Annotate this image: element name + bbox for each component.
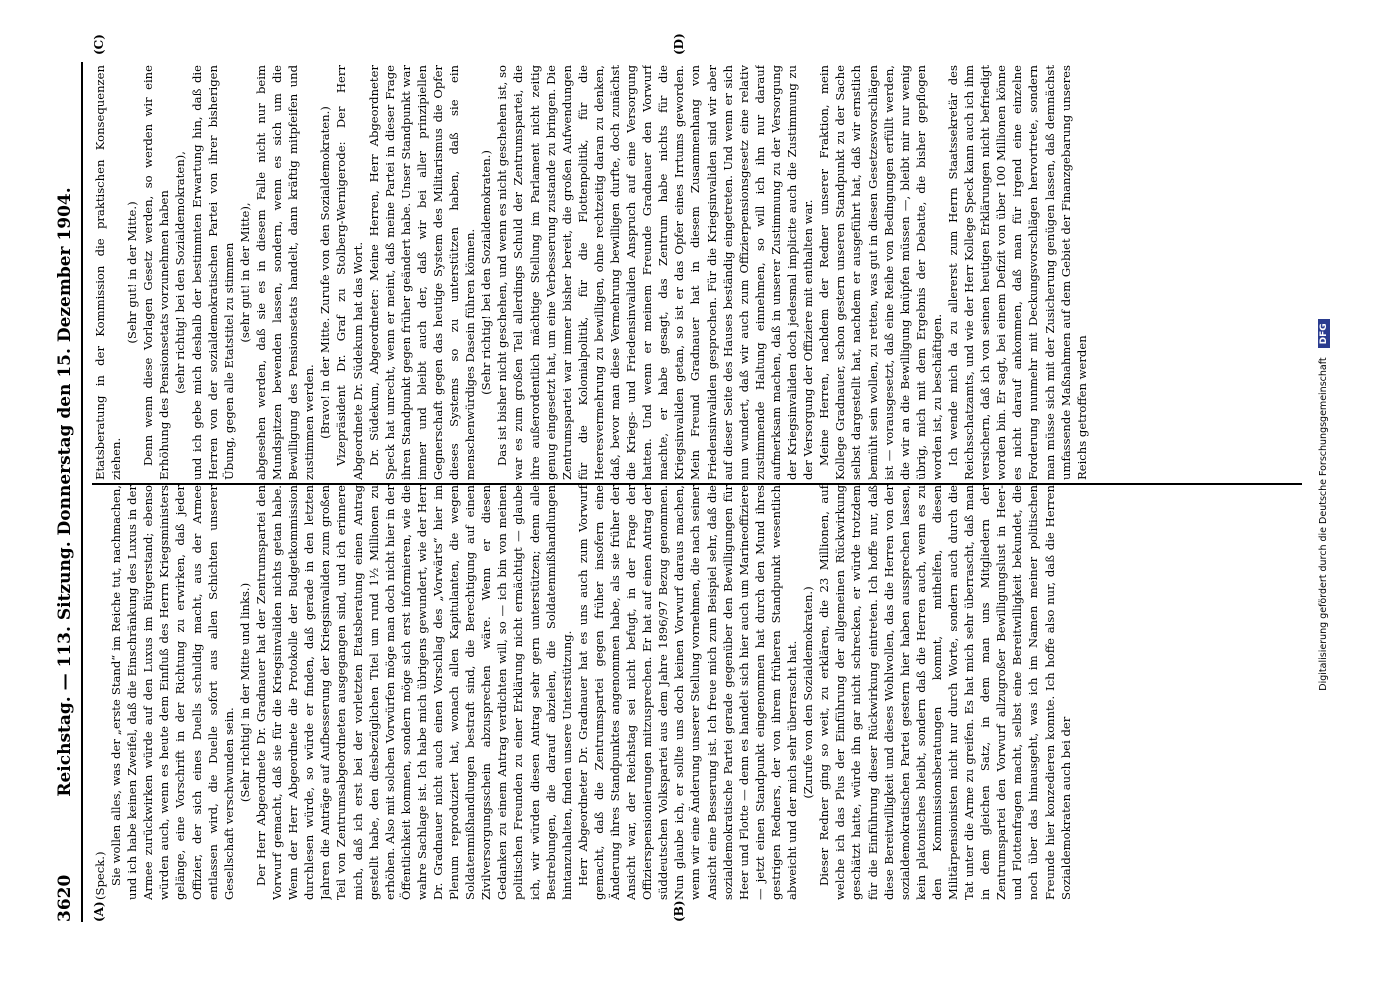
- margin-marker-a: (A): [92, 901, 106, 922]
- margin-marker-b: (B): [672, 900, 686, 922]
- column-divider: [92, 483, 1302, 485]
- paragraph: Ich wende mich da zu allererst zum Herrn Staatssekretär des Reichsschatzamts, und wie der Herr Kollege Speck kann auch ich ihm versichern, daß ich von seinen heutigen Erklärungen nicht befriedigt worden bin. Er sagt, bei einem Defizit von über 100 Millionen könne es nicht darauf ankommen, daß man für irgend eine einzelne Forderung nunmehr mit Deckungsvorschlägen hervortrete, sondern man müsse sich mit der Zusicherung genügen lassen, daß demnächst umfassende Maßnahmen auf dem Gebiet der Finanzgebarung unseres Reichs getroffen werden: [945, 65, 1089, 480]
- paragraph: und ich gebe mich deshalb der bestimmten Erwartung hin, daß die Herren von der sozialdemokratischen Partei von ihrer bisherigen Übung, gegen alle Etatstitel zu stimmen: [189, 65, 236, 480]
- paragraph: Der Herr Abgeordnete Dr. Gradnauer hat der Zentrumspartei den Vorwurf gemacht, daß sie für die Kriegsinvaliden nichts getan habe. Wenn der Herr Abgeordnete die Protokolle der Budgetkommission durchlesen würde, so würde er finden, daß gerade in den letzten Jahren die Anträge auf Aufbesserung der Kriegsinvaliden zum großen Teil von Zentrumsabgeordneten ausgegangen sind, und ich erinnere mich, daß ich erst bei der vorletzten Etatsberatung einen Antrag gestellt habe, den diesbezüglichen Titel um rund 1½ Millionen zu erhöhen. Also mit solchen Vorwürfen möge man doch nicht hier in der Öffentlichkeit kommen, sondern möge sich erst informieren, wie die wahre Sachlage ist. Ich habe mich übrigens gewundert, wie der Herr Dr. Gradnauer nicht auch einen Vorschlag des „Vorwärts“ hier im Plenum reproduziert hat, wonach allen Kapitulanten, die wegen Soldatenmißhandlungen bestraft sind, die Berechtigung auf einen Zivilversorgungsschein abzusprechen wäre. Wenn er diesen Gedanken zu einem Antrag verdichten will, so — ich bin von meinen politischen Freunden zu einer Erklärung nicht ermächtigt — glaube ich, wir würden diesen Antrag sehr gern unterstützen; denn alle Bestrebungen, die darauf abzielen, die Soldatenmißhandlungen hintanzuhalten, finden unsere Unterstützung.: [253, 485, 574, 900]
- president-statement: Vizepräsident Dr. Graf zu Stolberg-Wernigerode: Der Herr Abgeordnete Dr. Südekum hat das Wort.: [334, 65, 365, 480]
- digitization-credit: [1318, 55, 1330, 955]
- page-number: 3620: [55, 874, 75, 922]
- interjection: (Sehr gut! in der Mitte.): [125, 201, 140, 344]
- paragraph: Meine Herren, nachdem der Redner unserer Fraktion, mein Kollege Gradnauer, schon gestern unseren Standpunkt zu der Sache selbst dargestellt hat, nachdem er ausgeführt hat, daß wir ernstlich bemüht sein wollen, zu retten, was gut in diesen Gesetzesvorschlägen ist — vorausgesetzt, daß eine Reihe von Bedingungen erfüllt werden, die wir an die Bewilligung knüpfen müssen —, bleibt mir nur wenig übrig, mich mit dem Ergebnis der Debatte, die bisher gepflogen worden ist, zu beschäftigen.: [817, 65, 944, 480]
- page-title: Reichstag. — 113. Sitzung. Donnerstag den 15. Dezember 1904.: [55, 187, 75, 797]
- interjection: (Bravo! in der Mitte. Zurufe von den Sozialdemokraten.): [318, 106, 333, 439]
- credit-text: Digitalisierung gefördert durch die Deutsche Forschungsgemeinschaft: [1318, 357, 1329, 691]
- margin-marker-d: (D): [672, 33, 686, 55]
- text-column-right: [92, 65, 1302, 480]
- paragraph: Das ist bisher nicht geschehen, und wenn es nicht geschehen ist, so war es zum großen Teil allerdings Schuld der Zentrumspartei, die ihre außerordentlich mächtige Stellung im Parlament nicht zeitig genug eingesetzt hat, um eine Verbesserung zustande zu bringen. Die Zentrumspartei war immer bisher bereit, die großen Aufwendungen für die Kolonialpolitik, für die Flottenpolitik, für die Heeresvermehrung zu bewilligen, ohne rechtzeitig daran zu denken, daß, bevor man diese Vermehrung bewilligen durfte, doch zunächst die Kriegs- und Friedensinvaliden Anspruch auf eine Versorgung hatten. Und wenn er meinem Freunde Gradnauer den Vorwurf machte, er habe gesagt, das Zentrum habe nichts für die Kriegsinvaliden getan, so ist er das Opfer eines Irrtums geworden. Mein Freund Gradnauer hat in diesem Zusammenhang von Friedensinvaliden gesprochen. Für die Kriegsinvaliden sind wir aber auf dieser Seite des Hauses beständig eingetreten. Und wenn er sich nun wundert, daß wir auch zum Offizierpensionsgesetz eine relativ zustimmende Haltung einnehmen, so will ich ihn nur darauf aufmerksam machen, daß in unserer Zustimmung zu der Versorgung der Kriegsinvaliden doch jedesmal implicite auch die Zustimmung zu der Versorgung der Offiziere mit enthalten war.: [495, 65, 816, 480]
- paragraph: Dieser Redner ging so weit, zu erklären, die 23 Millionen, auf welche ich das Plus der Einführung der allgemeinen Rückwirkung geschätzt hatte, würde ihn gar nicht schrecken, er würde trotzdem für die Einführung dieser Rückwirkung eintreten. Ich hoffe nur, daß diese Bereitwilligkeit und dieses Wohlwollen, das die Herren von der sozialdemokratischen Partei gestern hier haben aussprechen lassen, kein platonisches bleibt, sondern daß die Herren auch, wenn es zu den Kommissionsberatungen kommt, mithelfen, diesen Militärpensionisten nicht nur durch Worte, sondern auch durch die Tat unter die Arme zu greifen. Es hat mich sehr überrascht, daß man in dem gleichen Satz, in dem man uns Mitgliedern der Zentrumspartei den Vorwurf allzugroßer Bewilligungslust in Heer- und Flottenfragen macht, selbst eine Bereitwilligkeit bekundet, die noch über das hinausgeht, was ich im Namen meiner politischen Freunde hier konzedieren konnte. Ich hoffe also nur, daß die Herren Sozialdemokraten auch bei der: [817, 485, 1073, 900]
- paragraph: Etatsberatung in der Kommission die praktischen Konsequenzen ziehen.: [93, 65, 124, 480]
- interjection: (Sehr richtig! in der Mitte und links.): [237, 582, 252, 803]
- paragraph: Sie wollen alles, was der „erste Stand“ im Reiche tut, nachmachen, und ich habe keinen Zweifel, daß die Einschränkung des Luxus in der Armee zurückwirken würde auf den Luxus im Bürgerstand; ebenso würden auch, wenn es heute dem Einfluß des Herrn Kriegsministers gelänge, eine Vorschrift in der Richtung zu erwirken, daß jeder Offizier, der sich eines Duells schuldig macht, aus der Armee entlassen wird, die Duelle sofort aus allen Schichten unserer Gesellschaft verschwunden sein.: [109, 485, 236, 900]
- speaker-paragraph: Dr. Südekum, Abgeordneter: Meine Herren, Herr Abgeordneter Speck hat unrecht, wenn er meint, daß meine Partei in dieser Frage ihren Standpunkt gegen früher geändert habe. Unser Standpunkt war immer und bleibt auch der, daß wir bei aller prinzipiellen Gegnerschaft gegen das heutige System des Militarismus die Opfer dieses Systems so zu unterstützen haben, daß sie ein menschenwürdiges Dasein führen können.: [366, 65, 478, 480]
- paragraph: Herr Abgeordneter Dr. Gradnauer hat es uns auch zum Vorwurf gemacht, daß die Zentrumspartei gegen früher insofern eine Änderung ihres Standpunktes angenommen habe, als sie früher der Ansicht war, der Reichstag sei nicht befugt, in der Frage der Offizierspensionierungen mitzusprechen. Er hat auf einen Antrag der süddeutschen Volkspartei aus dem Jahre 1896/97 Bezug genommen. Nun glaube ich, er sollte uns doch keinen Vorwurf daraus machen, wenn wir eine Änderung unserer Stellung vornehmen, die nach seiner Ansicht eine Besserung ist. Ich freue mich zum Beispiel sehr, daß die sozialdemokratische Partei gerade gegenüber den Bewilligungen für Heer und Flotte — denn es handelt sich hier auch um Marineoffiziere — jetzt einen Standpunkt eingenommen hat durch den Mund ihres gestrigen Redners, der von ihrem früheren Standpunkt wesentlich abweicht und der mich sehr überrascht hat.: [575, 485, 800, 900]
- margin-marker-c: (C): [92, 34, 106, 55]
- running-speaker: (Speck.): [93, 851, 107, 900]
- paragraph: Denn wenn diese Vorlagen Gesetz werden, so werden wir eine Erhöhung des Pensionsetats vorzunehmen haben: [141, 65, 172, 480]
- interjection: (sehr gut! in der Mitte),: [237, 202, 252, 343]
- interjection: (sehr richtig! bei den Sozialdemokraten),: [173, 151, 188, 394]
- interjection: (Zurufe von den Sozialdemokraten.): [801, 586, 816, 799]
- text-column-left: [92, 485, 1302, 900]
- page-header: [55, 62, 83, 922]
- interjection: (Sehr richtig! bei den Sozialdemokraten.): [479, 150, 494, 395]
- paragraph: abgesehen werden, daß sie es in diesem Falle nicht nur beim Mundspitzen bewenden lassen, sondern, wenn es sich um die Bewilligung des Pensionsetats handelt, dann kräftig mitpfeifen und zustimmen werden.: [253, 65, 317, 480]
- dfg-logo: DFG: [1318, 319, 1330, 348]
